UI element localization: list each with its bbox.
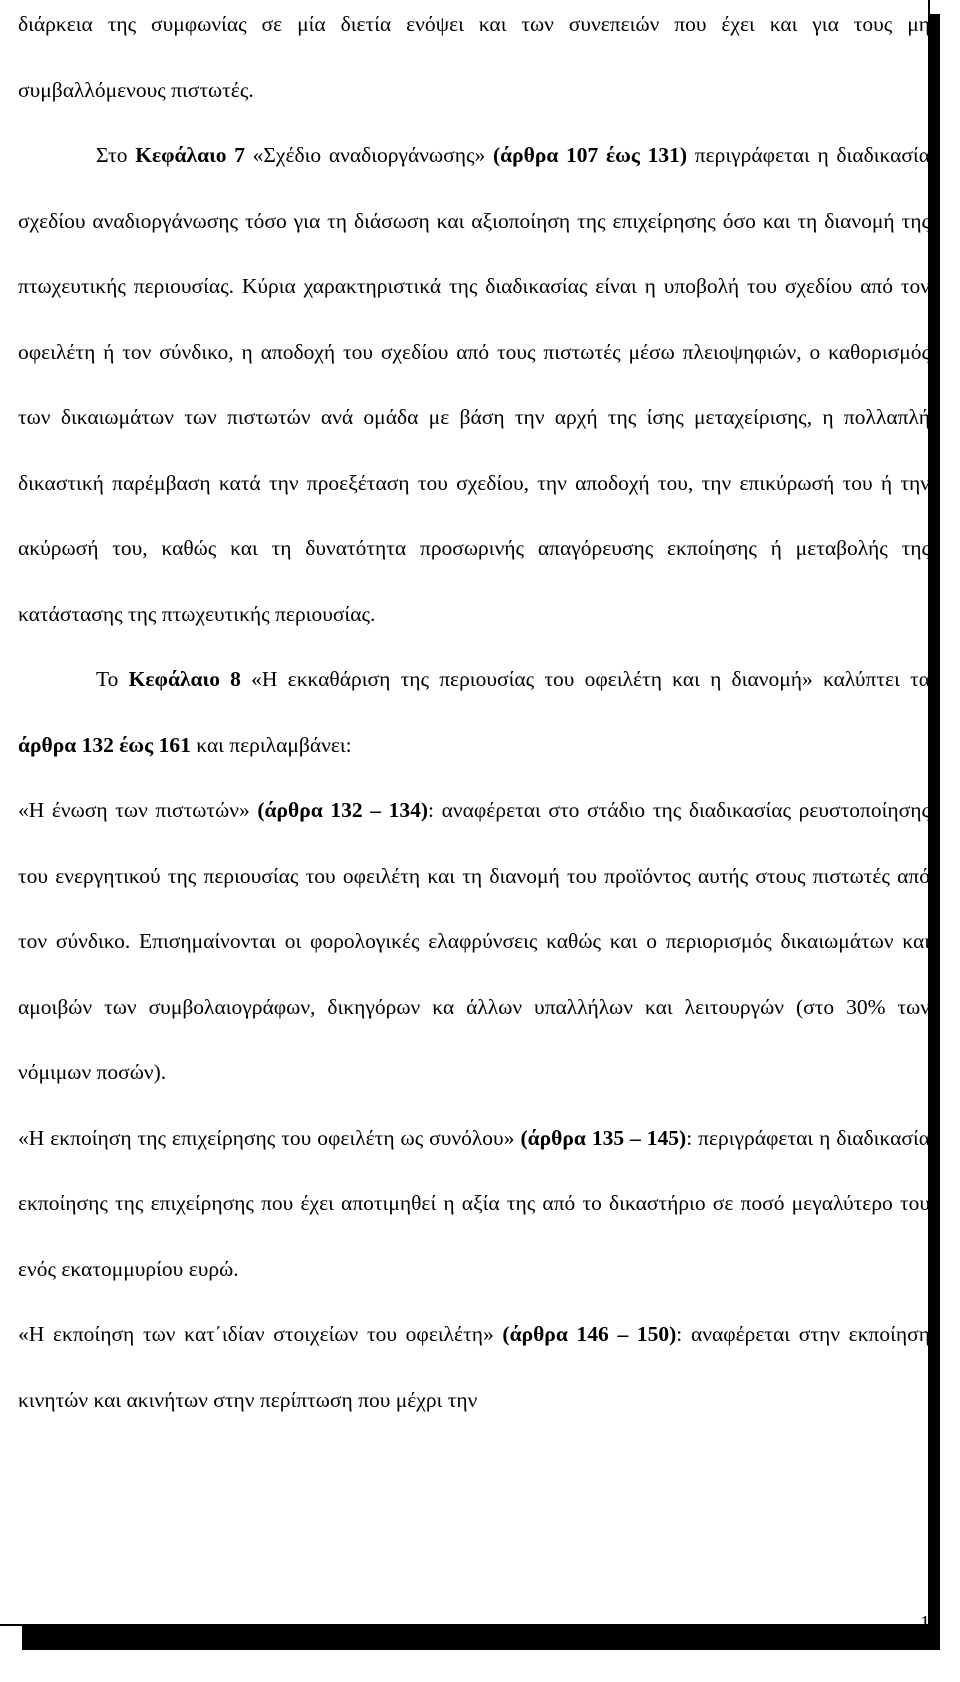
individual-assets-title: «Η εκποίηση των κατ΄ιδίαν στοιχείων του οφειλέτη» <box>18 1322 494 1346</box>
union-articles: (άρθρα 132 – 134) <box>257 798 429 822</box>
union-title: «Η ένωση των πιστωτών» <box>18 798 250 822</box>
paragraph-chapter-7 <box>18 123 930 647</box>
chapter7-heading: Κεφάλαιο 7 <box>135 143 245 167</box>
chapter8-title: «Η εκκαθάριση της περιουσίας του οφειλέτη και η διανομή» <box>251 667 813 691</box>
paragraph-business-sale <box>18 1106 930 1303</box>
page-number: 16 <box>920 1612 940 1634</box>
document-body <box>18 0 930 1433</box>
chapter7-title: «Σχέδιο αναδιοργάνωσης» <box>252 143 486 167</box>
continuation-text: διάρκεια της συμφωνίας σε μία διετία ενόψει και των συνεπειών που έχει και για τους μη συμβαλλόμενους πιστωτές. <box>18 12 930 102</box>
paragraph-individual-assets <box>18 1302 930 1433</box>
chapter7-articles: (άρθρα 107 έως 131) <box>492 143 688 167</box>
chapter8-lead: Το <box>96 667 119 691</box>
chapter8-tail: και περιλαμβάνει: <box>196 732 352 757</box>
individual-assets-articles: (άρθρα 146 – 150) <box>502 1322 677 1346</box>
business-sale-body: : περιγράφεται η διαδικασία εκποίησης της επιχείρησης που έχει αποτιμηθεί η αξία της από το δικαστήριο σε ποσό μεγαλύτερο του ενός εκατομμυρίου ευρώ. <box>18 1125 930 1281</box>
paragraph-chapter-8 <box>18 647 930 778</box>
chapter8-heading: Κεφάλαιο 8 <box>128 667 241 691</box>
paragraph-union-of-creditors <box>18 778 930 1106</box>
union-body: : αναφέρεται στο στάδιο της διαδικασίας ρευστοποίησης του ενεργητικού της περιουσίας του οφειλέτη και τη διανομή του προϊόντος αυτής στους πιστωτές από τον σύνδικο. Επισημαίνονται οι φορολογικές ελαφρύνσεις καθώς και ο περιορισμός δικαιωμάτων και αμοιβών των συμβολαιογράφων, δικηγόρων κα άλλων υπαλλήλων και λειτουργών (στο 30% των νόμιμων ποσών). <box>18 798 930 1084</box>
individual-assets-body: : αναφέρεται στην εκποίηση κινητών και ακινήτων στην περίπτωση που μέχρι την <box>18 1322 930 1412</box>
chapter7-lead: Στο <box>96 143 128 167</box>
paragraph-continuation <box>18 0 930 123</box>
chapter7-body: περιγράφεται η διαδικασία σχεδίου αναδιοργάνωσης τόσο για τη διάσωση και αξιοποίηση της επιχείρησης όσο και τη διανομή της πτωχευτικής περιουσίας. Κύρια χαρακτηριστικά της διαδικασίας είναι η υποβολή του σχεδίου από τον οφειλέτη ή τον σύνδικο, η αποδοχή του σχεδίου από τους πιστωτές μέσω πλειοψηφιών, ο καθορισμός των δικαιωμάτων των πιστωτών ανά ομάδα με βάση την αρχή της ίσης μεταχείρισης, η πολλαπλή δικαστική παρέμβαση κατά την προεξέταση του σχεδίου, την αποδοχή του, την επικύρωσή του ή την ακύρωσή του, καθώς και τη δυνατότητα προσωρινής απαγόρευσης εκποίησης ή μεταβολής της κατάστασης της πτωχευτικής περιουσίας. <box>18 143 931 626</box>
business-sale-articles: (άρθρα 135 – 145) <box>520 1125 687 1150</box>
chapter8-mid: καλύπτει τα <box>822 667 930 691</box>
chapter8-articles: άρθρα 132 έως 161 <box>18 732 191 757</box>
business-sale-title: «Η εκποίηση της επιχείρησης του οφειλέτη ως συνόλου» <box>18 1125 515 1150</box>
